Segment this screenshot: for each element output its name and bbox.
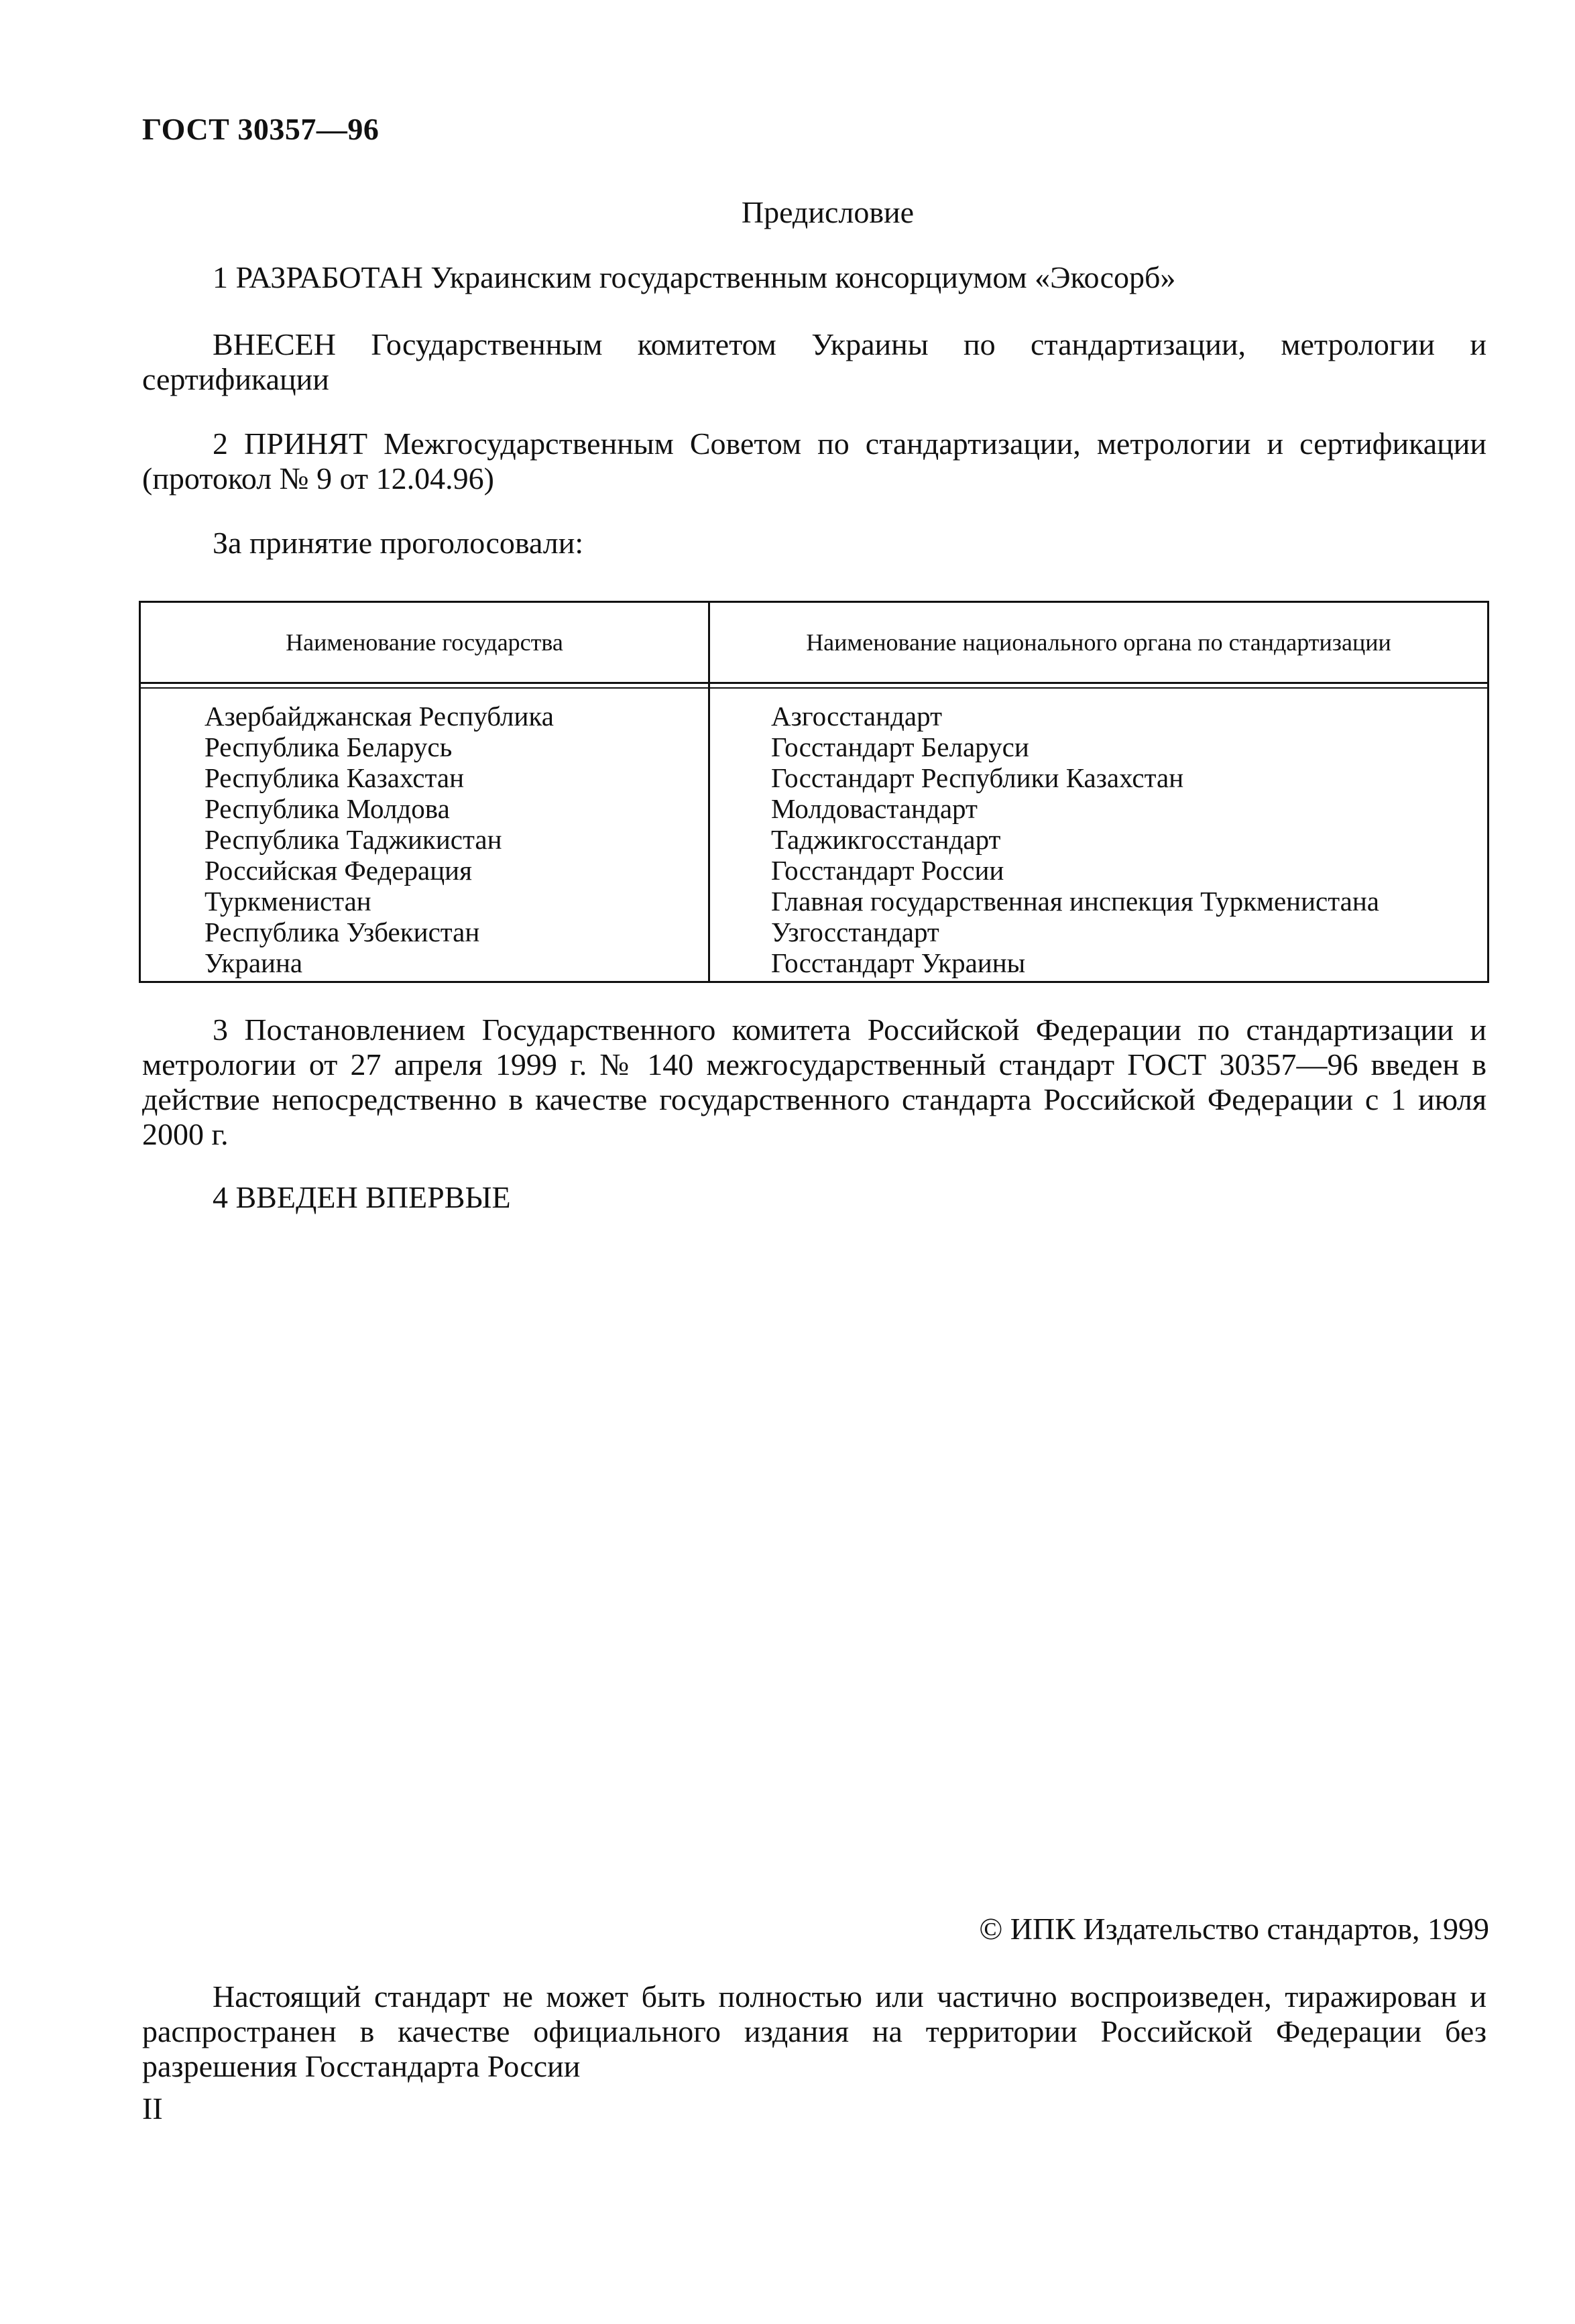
paragraph-introduced-text: ВНЕСЕН Государственным комитетом Украины по стандартизации, метрологии и сертификации — [142, 327, 1486, 396]
state-list — [205, 701, 554, 978]
table-cell-state: Республика Беларусь — [205, 732, 453, 762]
table-cell-body: Таджикгосстандарт — [771, 824, 1001, 855]
paragraph-first-introduced — [142, 1180, 1486, 1215]
standards-body-list — [771, 701, 1379, 978]
table-cell-body: Госстандарт России — [771, 855, 1004, 886]
paragraph-first-introduced-text: 4 ВВЕДЕН ВПЕРВЫЕ — [213, 1180, 511, 1214]
paragraph-introduced — [142, 327, 1486, 397]
table-cell-state: Республика Узбекистан — [205, 917, 480, 947]
voting-table — [139, 601, 1489, 983]
table-cell-state: Туркменистан — [205, 886, 371, 917]
paragraph-adopted-text: 2 ПРИНЯТ Межгосударственным Советом по стандартизации, метрологии и сертификации (протокол № 9 от 12.04.96) — [142, 426, 1486, 496]
table-header-divider-double — [141, 687, 1487, 689]
paragraph-resolution-text: 3 Постановлением Государственного комитета Российской Федерации по стандартизации и метрологии от 27 апреля 1999 г. № 140 межгосударственный стандарт ГОСТ 30357—96 введен в действие непосредственно в качестве государственного стандарта Российской Федерации с 1 июля 2000 г. — [142, 1012, 1486, 1151]
section-heading: Предисловие — [741, 195, 915, 229]
paragraph-adopted — [142, 426, 1486, 496]
table-cell-body: Госстандарт Украины — [771, 947, 1026, 978]
document-code: ГОСТ 30357—96 — [142, 112, 380, 146]
table-cell-state: Азербайджанская Республика — [205, 701, 554, 732]
table-cell-body: Главная государственная инспекция Туркменистана — [771, 886, 1379, 917]
table-cell-body: Госстандарт Беларуси — [771, 732, 1029, 762]
table-header-divider — [141, 682, 1487, 684]
paragraph-voted — [142, 526, 1486, 561]
table-header-body: Наименование национального органа по стандартизации — [806, 629, 1391, 656]
paragraph-voted-text: За принятие проголосовали: — [213, 526, 584, 560]
table-cell-body: Госстандарт Республики Казахстан — [771, 762, 1184, 793]
table-cell-state: Украина — [205, 947, 303, 978]
table-cell-body: Узгосстандарт — [771, 917, 939, 947]
table-cell-body: Молдовастандарт — [771, 793, 978, 824]
table-cell-state: Республика Казахстан — [205, 762, 465, 793]
table-cell-state: Республика Таджикистан — [205, 824, 502, 855]
paragraph-reproduction-notice-text: Настоящий стандарт не может быть полностью или частично воспроизведен, тиражирован и распространен в качестве официального издания на территории Российской Федерации без разрешения Госстандарта России — [142, 1979, 1486, 2083]
paragraph-reproduction-notice — [142, 1979, 1486, 2084]
table-column-divider — [708, 603, 710, 981]
paragraph-resolution — [142, 1012, 1486, 1152]
paragraph-developed — [142, 260, 1486, 295]
table-cell-state: Республика Молдова — [205, 793, 450, 824]
paragraph-developed-text: 1 РАЗРАБОТАН Украинским государственным консорциумом «Экосорб» — [213, 260, 1176, 294]
table-header-state: Наименование государства — [286, 629, 563, 656]
table-cell-body: Азгосстандарт — [771, 701, 943, 732]
copyright-notice: © ИПК Издательство стандартов, 1999 — [979, 1912, 1489, 1946]
table-cell-state: Российская Федерация — [205, 855, 472, 886]
page-number: II — [142, 2091, 163, 2126]
